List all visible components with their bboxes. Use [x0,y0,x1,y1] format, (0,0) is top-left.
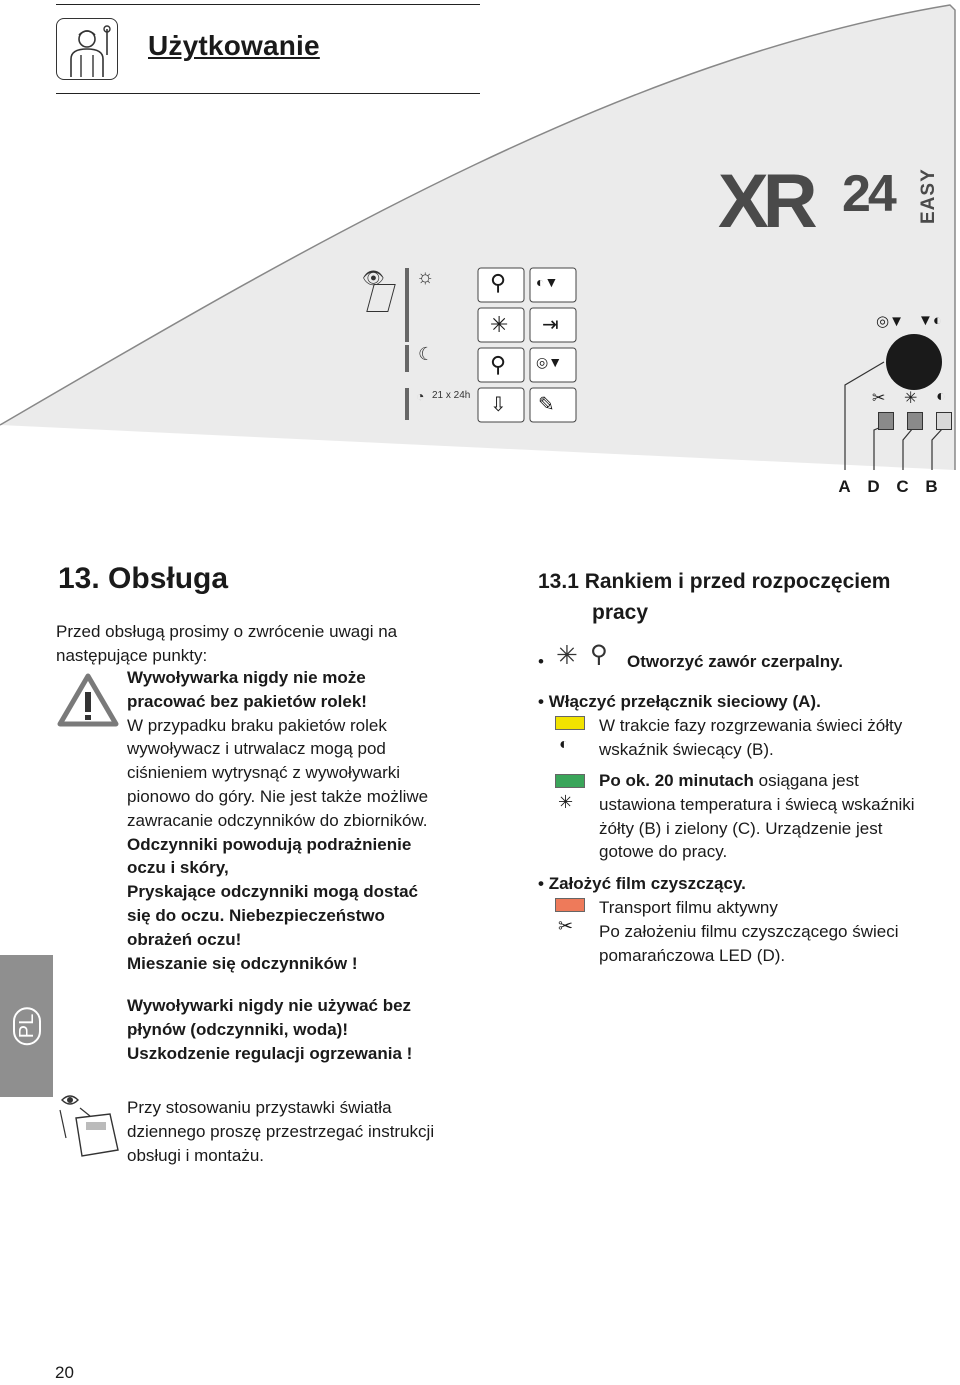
device-panel-illustration [0,0,960,470]
green-led-swatch [555,774,585,788]
step2-text: • Włączyć przełącznik sieciowy (A). [538,692,821,711]
heating-icon-small: ✳ [558,792,574,812]
letter-c: C [896,477,909,496]
language-tab-label: PL [13,1007,41,1045]
section-title: 13. Obsługa [58,562,229,595]
step3-detail: Transport filmu aktywny Po założeniu filmu czyszczącego świeci pomarańczowa LED (D). [599,898,899,965]
language-side-tab [0,955,53,1097]
heating-sun-icon: ✳ [556,640,578,670]
standby-status-icon[interactable]: ◎▼ [536,354,563,370]
timer-icon: ◔ [416,388,425,404]
subsection-title: 13.1 Rankiem i przed rozpoczęciem pracy [538,570,891,624]
letter-d: D [867,477,880,496]
film-transport-icon-small: ✂ [558,916,574,936]
daylight-note: Przy stosowaniu przystawki światła dziennego proszę przestrzegać instrukcji obsługi i montażu. [127,1098,435,1165]
ready-status-icon[interactable]: ◐▼ [536,274,559,290]
led-d [878,412,894,430]
drain-icon[interactable]: ⇩ [490,394,507,416]
step3-text: • Założyć film czyszczący. [538,874,746,893]
orange-led-swatch [555,898,585,912]
moon-icon: ☾ [418,344,435,364]
intro-text: Przed obsługą prosimy o zwrócenie uwagi na następujące punkty: [56,622,398,665]
heating-indicator-icon: ✳ [904,390,918,407]
device-callout-letters [830,477,946,497]
ready-indicator-icon: ▼◐ [918,312,942,329]
step2b-detail: Po ok. 20 minutach osiągana jest ustawiona temperatura i świecą wskaźniki żółty (B) i zielony (C). Urządzenie jest gotowe do pracy. [599,771,915,862]
daylight-manual-icon: 👁 [362,268,385,288]
warning-no-fluids: Wywoływarki nigdy nie używać bez płynów (odczynniki, woda)! Uszkodzenie regulacji ogrzewania ! [127,996,413,1063]
timer-label: 21 x 24h [432,390,471,401]
bullet-dot-1: • [538,652,544,671]
device-logo-number: 24 [842,165,894,223]
yellow-led-swatch [555,716,585,730]
led-c [907,412,923,430]
letter-b: B [925,477,938,496]
water-tap-icon[interactable]: ⚲ [490,270,507,295]
daylight-attachment-manual-icon [56,1088,122,1162]
step1-text: Otworzyć zawór czerpalny. [627,652,844,671]
sun-icon: ☼ [416,266,435,288]
film-transport-icon: ✂ [872,390,886,407]
cleaning-icon[interactable]: ✎ [538,394,555,416]
standby-indicator-icon: ◎▼ [876,313,904,330]
ready-led-icon-small: ◐ [559,736,569,753]
warning-triangle-icon [56,672,120,728]
film-input-icon[interactable]: ⇥ [542,314,559,336]
led-b [936,412,952,430]
device-logo-main: XR [718,159,812,244]
step2-detail: W trakcie fazy rozgrzewania świeci żółty wskaźnik świecący (B). [599,716,903,759]
warning-block: Wywoływarka nigdy nie może pracować bez pakietów rolek! W przypadku braku pakietów rolek wywoływacz i utrwalacz mogą pod ciśnieniem wytrysnąć z wywoływarki pionowo do góry. Nie jest także możliwe zawracanie odczynników do zbiorników. Odczynniki powodują podrażnienie oczu i skóry, Pryskające odczynniki mogą dostać się do oczu. Niebezpieczeństwo obrażeń oczu! Mieszanie się odczynników ! [127,668,429,973]
page-title: Użytkowanie [148,30,320,61]
heating-icon[interactable]: ✳ [490,312,509,337]
device-logo-easy: EASY [918,168,939,224]
water-tap-icon-step1: ⚲ [590,641,608,668]
tap-rinse-icon[interactable]: ⚲ [490,352,507,377]
page-number: 20 [55,1363,74,1382]
ready-led-icon: ◐ [936,388,946,405]
letter-a: A [838,477,851,496]
